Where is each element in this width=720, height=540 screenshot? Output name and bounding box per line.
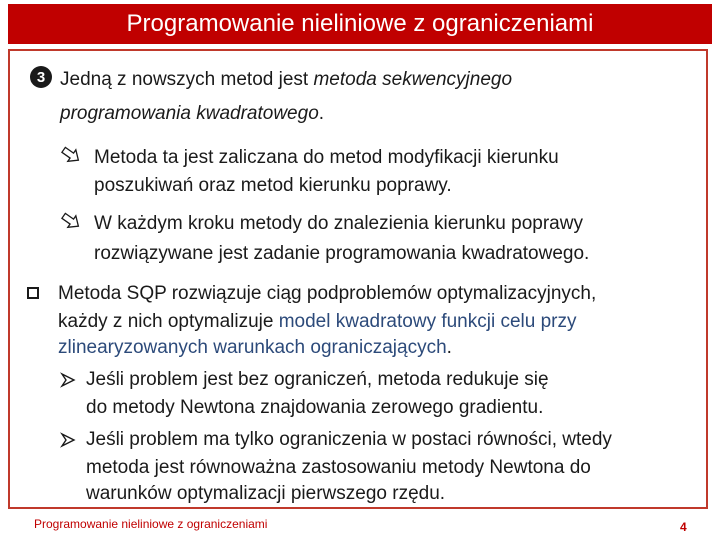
- point3-sub1-line2: poszukiwań oraz metod kierunku poprawy.: [94, 175, 452, 196]
- page-title: Programowanie nieliniowe z ograniczeniami: [126, 10, 594, 37]
- arrowhead-icon: [60, 372, 76, 388]
- sqp-sub2-line3: warunków optymalizacji pierwszego rzędu.: [86, 483, 446, 504]
- point3-sub1-line1: Metoda ta jest zaliczana do metod modyfikacji kierunku: [94, 147, 559, 168]
- numbered-circle-icon: 3: [30, 66, 52, 88]
- sqp-sub1-line1: Jeśli problem jest bez ograniczeń, metoda redukuje się: [86, 369, 549, 390]
- sqp-line2: każdy z nich optymalizuje model kwadratowy funkcji celu przy: [58, 311, 577, 332]
- sqp-sub2-line1: Jeśli problem ma tylko ograniczenia w postaci równości, wtedy: [86, 429, 612, 450]
- square-bullet-icon: [27, 287, 39, 299]
- sqp-sub2-line2: metoda jest równoważna zastosowaniu metody Newtona do: [86, 457, 591, 478]
- sqp-line3: zlinearyzowanych warunkach ograniczających.: [58, 337, 452, 358]
- point3-line2: programowania kwadratowego.: [60, 103, 325, 124]
- sqp-sub1-line2: do metody Newtona znajdowania zerowego gradientu.: [86, 397, 544, 418]
- outline-arrow-icon: [60, 212, 82, 230]
- sqp-line1: Metoda SQP rozwiązuje ciąg podproblemów optymalizacyjnych,: [58, 283, 597, 304]
- point3-line1: Jedną z nowszych metod jest metoda sekwencyjnego: [60, 69, 513, 90]
- footer-title: Programowanie nieliniowe z ograniczeniami: [34, 517, 268, 531]
- title-bar: [8, 4, 712, 44]
- page-number: 4: [680, 520, 687, 534]
- arrowhead-icon: [60, 432, 76, 448]
- point3-sub2-line1: W każdym kroku metody do znalezienia kierunku poprawy: [94, 213, 583, 234]
- point3-sub2-line2: rozwiązywane jest zadanie programowania kwadratowego.: [94, 243, 590, 264]
- outline-arrow-icon: [60, 146, 82, 164]
